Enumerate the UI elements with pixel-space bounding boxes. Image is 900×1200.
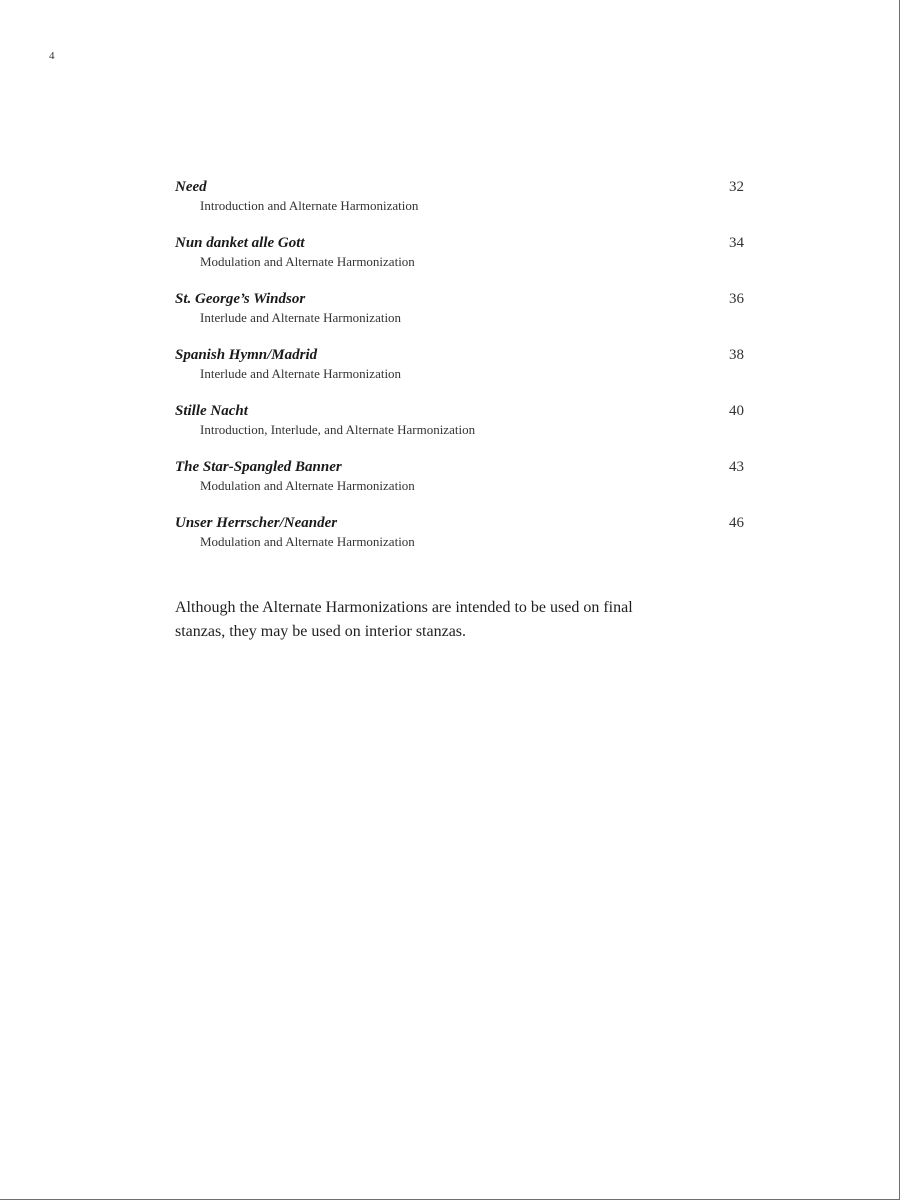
toc-entry-description: Modulation and Alternate Harmonization — [200, 534, 415, 549]
toc-entry-title: Nun danket alle Gott — [175, 235, 305, 251]
table-of-contents — [175, 176, 745, 568]
page-number: 4 — [49, 50, 55, 62]
toc-entry-page-number: 46 — [729, 515, 744, 531]
toc-entry — [175, 232, 745, 288]
toc-entry-page-number: 36 — [729, 291, 744, 307]
toc-entry-description: Modulation and Alternate Harmonization — [200, 254, 415, 269]
toc-entry-page-number: 43 — [729, 459, 744, 475]
toc-entry — [175, 288, 745, 344]
toc-entry-title: Spanish Hymn/Madrid — [175, 347, 318, 363]
toc-entry-page-number: 34 — [729, 235, 744, 251]
toc-entry-title: St. George’s Windsor — [175, 291, 306, 307]
usage-note — [175, 596, 735, 644]
toc-entry-description: Interlude and Alternate Harmonization — [200, 310, 402, 325]
toc-entry-page-number: 32 — [729, 179, 744, 195]
toc-entry — [175, 176, 745, 232]
toc-entry — [175, 344, 745, 400]
toc-entry-description: Introduction and Alternate Harmonization — [200, 198, 419, 213]
toc-entry-title: Stille Nacht — [175, 403, 248, 419]
usage-note-line: stanzas, they may be used on interior stanzas. — [175, 623, 467, 640]
toc-entry — [175, 512, 745, 568]
toc-entry-description: Interlude and Alternate Harmonization — [200, 366, 402, 381]
toc-entry — [175, 456, 745, 512]
toc-entry-page-number: 40 — [729, 403, 744, 419]
usage-note-line: Although the Alternate Harmonizations are intended to be used on final — [175, 599, 633, 616]
toc-entry-title: The Star-Spangled Banner — [175, 459, 342, 475]
toc-entry-page-number: 38 — [729, 347, 744, 363]
toc-entry-title: Unser Herrscher/Neander — [175, 515, 338, 531]
toc-entry-description: Modulation and Alternate Harmonization — [200, 478, 415, 493]
toc-entry — [175, 400, 745, 456]
toc-entry-title: Need — [175, 179, 207, 195]
toc-entry-description: Introduction, Interlude, and Alternate Harmonization — [200, 422, 476, 437]
